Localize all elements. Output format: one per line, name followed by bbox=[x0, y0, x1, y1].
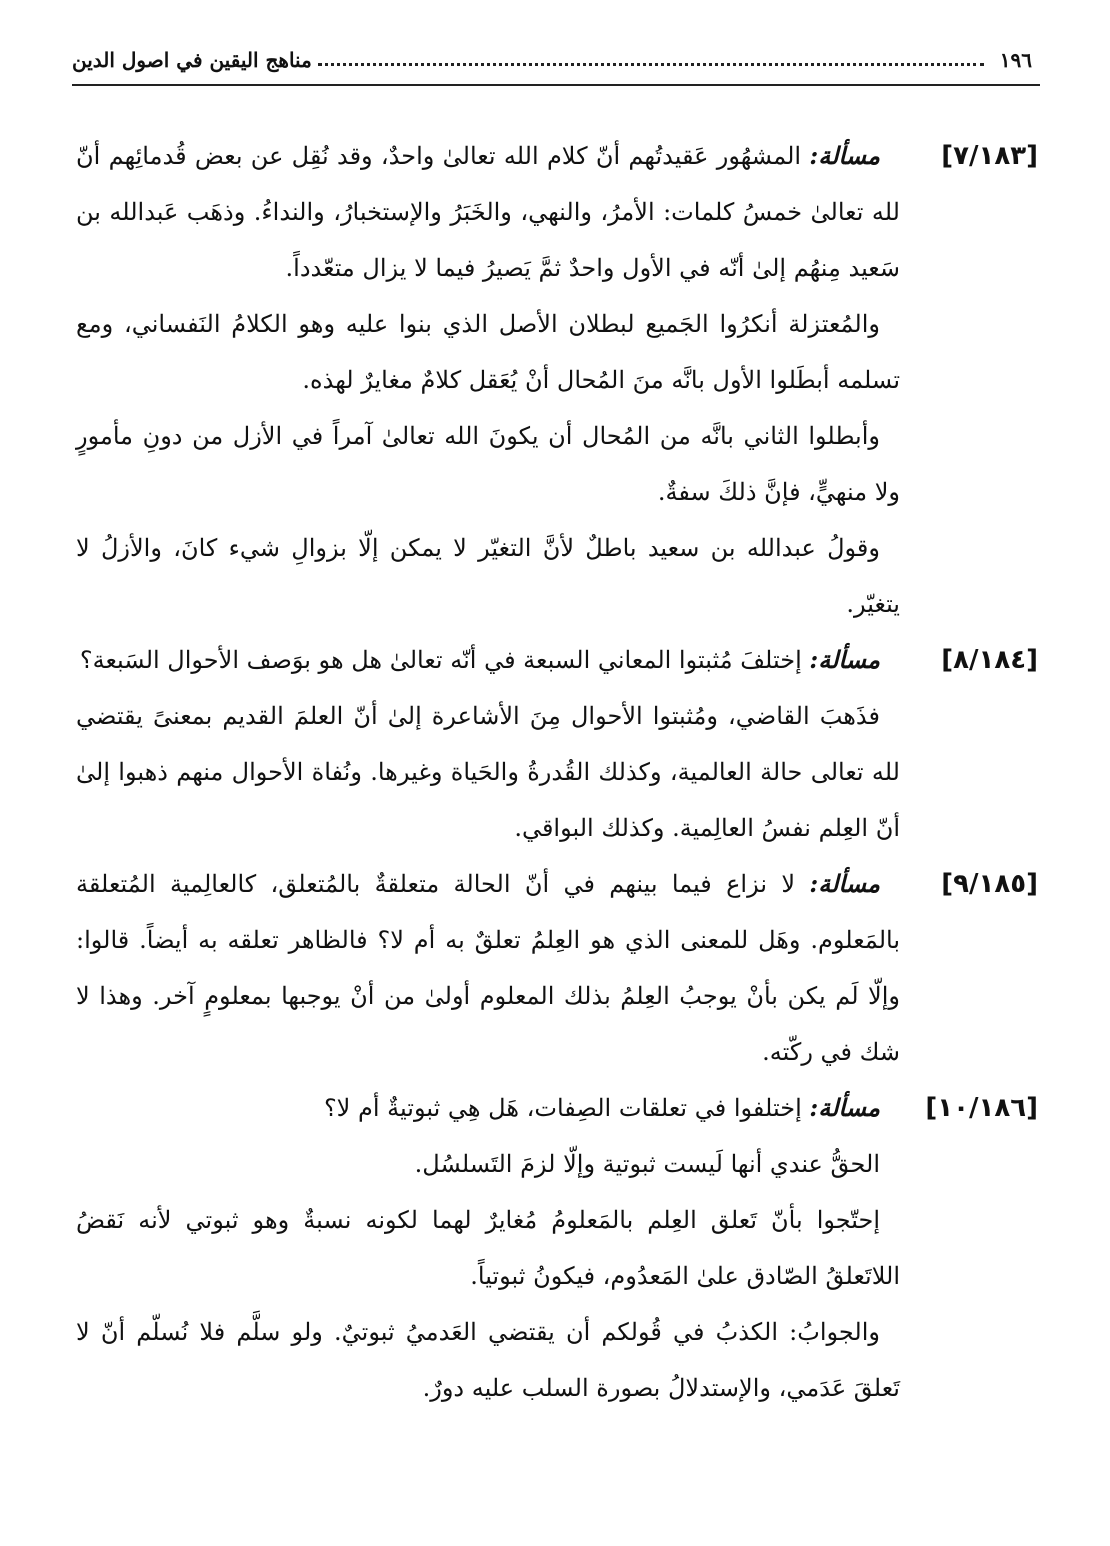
issue-label: مسألة: bbox=[809, 645, 880, 674]
issue-label: مسألة: bbox=[809, 141, 880, 170]
header-divider bbox=[72, 84, 1040, 86]
issue-section bbox=[76, 1080, 1038, 1416]
issue-label: مسألة: bbox=[809, 869, 880, 898]
paragraph bbox=[76, 856, 900, 1080]
issue-text bbox=[76, 1080, 900, 1416]
paragraph-text: المشهُور عَقيدتُهم أنّ كلام الله تعالىٰ واحدٌ، وقد نُقِل عن بعض قُدمائِهم أنّ لله تعالىٰ خمسُ كلمات: الأمرُ، والنهي، والخَبَرُ والإستخبارُ، والنداءُ. وذهَب عَبدالله بن سَعيد مِنهُم إلىٰ أنّه في الأول واحدٌ ثمَّ يَصيرُ فيما لا يزال متعّدداً. bbox=[76, 142, 900, 282]
issue-section bbox=[76, 128, 1038, 632]
paragraph bbox=[76, 1192, 900, 1304]
page-number: ١٩٦ bbox=[999, 48, 1032, 72]
paragraph-text: إختلفَ مُثبتوا المعاني السبعة في أنّه تعالىٰ هل هو بوَصف الأحوال السَبعة؟ bbox=[79, 646, 810, 674]
paragraph bbox=[76, 632, 900, 688]
paragraph-text: والجوابُ: الكذبُ في قُولكم أن يقتضي العَدميُ ثبوتيٌ. ولو سلَّم فلا نُسلّم أنّ لا تَعلقَ عَدَمي، والإستدلالُ بصورة السلب عليه دورٌ. bbox=[76, 1318, 900, 1402]
issue-text bbox=[76, 856, 900, 1080]
issue-reference: [١٠/١٨٦] bbox=[925, 1093, 1038, 1123]
paragraph bbox=[76, 128, 900, 296]
paragraph-text: إحتّجوا بأنّ تَعلق العِلم بالمَعلومُ مُغايرٌ لهما لكونه نسبةٌ وهو ثبوتي لأنه نَقضُ اللاتَعلقُ الصّادق علىٰ المَعدُوم، فيكونُ ثبوتياً. bbox=[76, 1206, 900, 1290]
paragraph bbox=[76, 1080, 900, 1136]
paragraph bbox=[76, 1136, 900, 1192]
paragraph bbox=[76, 1304, 900, 1416]
book-title: مناهج اليقين في اصول الدين bbox=[72, 48, 312, 72]
paragraph bbox=[76, 408, 900, 520]
header-leader-dots bbox=[318, 63, 984, 66]
issue-reference: [٧/١٨٣] bbox=[941, 141, 1038, 171]
issue-label: مسألة: bbox=[809, 1093, 880, 1122]
page-body bbox=[76, 128, 1038, 1416]
paragraph-text: إختلفوا في تعلقات الصِفات، هَل هِي ثبوتيةٌ أم لا؟ bbox=[323, 1094, 810, 1122]
issue-section bbox=[76, 856, 1038, 1080]
issue-text bbox=[76, 632, 900, 856]
paragraph-text: لا نزاع فيما بينهم في أنّ الحالة متعلقةٌ بالمُتعلق، كالعالِمية المُتعلقة بالمَعلوم. وهَل للمعنى الذي هو العِلمُ تعلقٌ به أم لا؟ فالظاهر تعلقه به أيضاً. قالوا: وإلّا لَم يكن بأنْ يوجبُ العِلمُ بذلك المعلوم أولىٰ من أنْ يوجبها بمعلومٍ آخر. وهذا لا شك في ركّته. bbox=[76, 870, 900, 1066]
issue-reference: [٩/١٨٥] bbox=[941, 869, 1038, 899]
paragraph-text: الحقُّ عندي أنها لَيست ثبوتية وإلّا لزمَ التَسلسُل. bbox=[414, 1150, 880, 1178]
paragraph-text: وأبطلوا الثاني بانَّه من المُحال أن يكونَ الله تعالىٰ آمراً في الأزل من دونِ مأمورٍ ولا منهيٍّ، فإنَّ ذلكَ سفةٌ. bbox=[76, 422, 900, 506]
paragraph bbox=[76, 688, 900, 856]
paragraph bbox=[76, 296, 900, 408]
issue-reference: [٨/١٨٤] bbox=[941, 645, 1038, 675]
paragraph-text: وقولُ عبدالله بن سعيد باطلٌ لأنَّ التغيّر لا يمكن إلّا بزوالِ شيء كانَ، والأزلُ لا يتغيّر. bbox=[76, 534, 900, 618]
issue-text bbox=[76, 128, 900, 632]
issue-section bbox=[76, 632, 1038, 856]
paragraph-text: فذَهبَ القاضي، ومُثبتوا الأحوال مِنَ الأشاعرة إلىٰ أنّ العلمَ القديم بمعنىً يقتضي لله تعالى حالة العالمية، وكذلك القُدرةُ والحَياة وغيرها. ونُفاة الأحوال منهم ذهبوا إلىٰ أنّ العِلم نفسُ العالِمية. وكذلك البواقي. bbox=[76, 702, 900, 842]
paragraph bbox=[76, 520, 900, 632]
paragraph-text: والمُعتزلة أنكرُوا الجَميع لبطلان الأصل الذي بنوا عليه وهو الكلامُ النَفساني، ومع تسلمه أبطَلوا الأول بانَّه منَ المُحال أنْ يُعَقل كلامٌ مغايرٌ لهذه. bbox=[76, 310, 900, 394]
running-header bbox=[72, 40, 1040, 80]
